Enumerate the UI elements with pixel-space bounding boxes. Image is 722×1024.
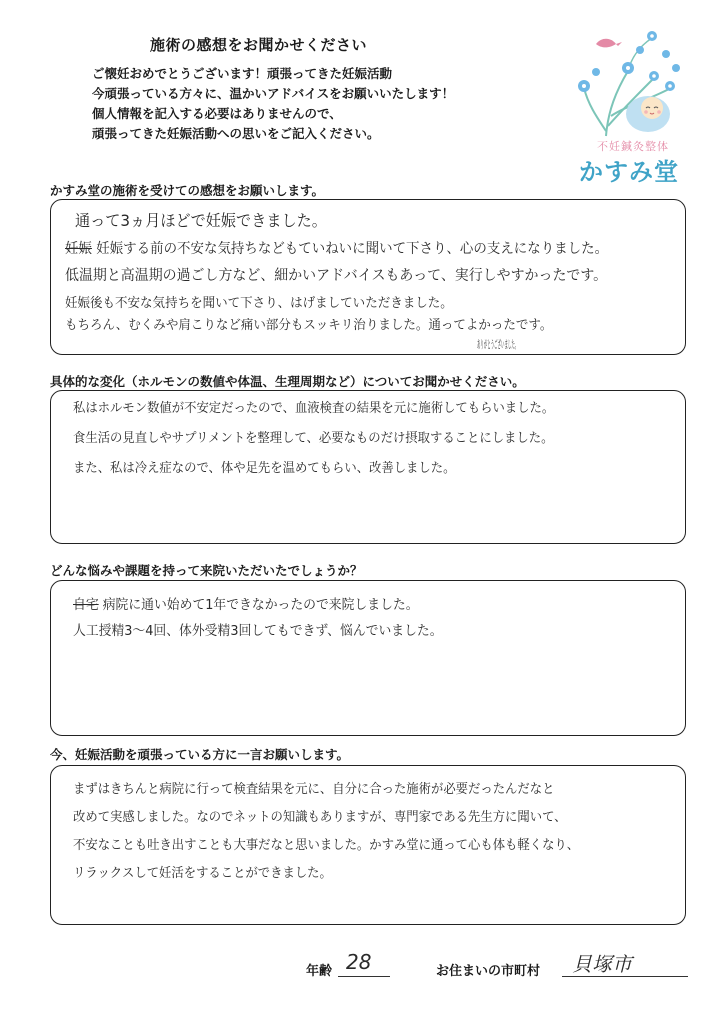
answer-box-2[interactable] (50, 390, 686, 544)
handwritten-line: 人工授精3〜4回、体外受精3回してもできず、悩んでいました。 (73, 623, 443, 639)
city-underline (562, 976, 688, 977)
age-underline (338, 976, 390, 977)
page-title: 施術の感想をお聞かせください (150, 36, 368, 54)
handwritten-line: 食生活の見直しやサプリメントを整理して、必要なものだけ摂取することにしました。 (73, 431, 554, 446)
handwritten-line: 不安なことも吐き出すことも大事だなと思いました。かすみ堂に通って心も体も軽くなり、 (73, 838, 580, 853)
intro-line: ご懐妊おめでとうございます！頑張ってきた妊娠活動 (92, 66, 393, 81)
handwritten-line: 妊娠後も不安な気持ちを聞いて下さり、はげましていただきました。 (65, 296, 453, 311)
handwritten-text: 病院に通い始めて1年できなかったので来院しました。 (102, 597, 419, 613)
age-label: 年齢 (306, 964, 333, 979)
struck-text: 自宅 (73, 597, 99, 613)
city-label: お住まいの市町村 (436, 964, 541, 979)
handwritten-line: 通って3ヵ月ほどで妊娠できました。 (75, 211, 327, 230)
question-3-label: どんな悩みや課題を持って来院いただいたでしょうか？ (50, 563, 363, 578)
question-4-label: 今、妊娠活動を頑張っている方に一言お願いします。 (50, 747, 350, 762)
city-value[interactable]: 貝塚市 (572, 952, 632, 976)
question-2-label: 具体的な変化（ホルモンの数値や体温、生理周期など）についてお聞かせください。 (50, 374, 525, 389)
age-value[interactable]: 28 (346, 950, 372, 974)
handwritten-line: まずはきちんと病院に行って検査結果を元に、自分に合った施術が必要だったんだなと (73, 782, 555, 797)
answer-box-4[interactable] (50, 765, 686, 925)
handwritten-line (65, 238, 675, 258)
intro-text (92, 64, 532, 144)
logo-name: かすみ堂 (579, 158, 679, 186)
answer-box-3[interactable] (50, 580, 686, 736)
handwritten-line: また、私は冷え症なので、体や足先を温めてもらい、改善しました。 (73, 461, 456, 476)
intro-line: 今頑張っている方々に、温かいアドバイスをお願いいたします！ (92, 86, 455, 101)
handwritten-line: 改めて実感しました。なのでネットの知識もありますが、専門家である先生方に聞いて、 (73, 810, 567, 825)
handwritten-line (73, 593, 675, 613)
handwritten-line: リラックスして妊活をすることができました。 (73, 866, 332, 881)
logo-subtitle: 不妊鍼灸整体 (597, 140, 669, 153)
question-1-label: かすみ堂の施術を受けての感想をお願いします。 (50, 183, 325, 198)
struck-text: 妊娠 (65, 241, 92, 257)
intro-line: 頑張ってきた妊娠活動への思いをご記入ください。 (92, 126, 380, 141)
handwritten-line: 私はホルモン数値が不安定だったので、血液検査の結果を元に施術してもらいました。 (73, 401, 555, 416)
answer-box-1[interactable] (50, 199, 686, 355)
handwritten-line: もちろん、むくみや肩こりなど痛い部分もスッキリ治りました。通ってよかったです。 (65, 318, 553, 333)
handwritten-line: ありがとうございました。 (477, 338, 519, 351)
handwritten-text: 妊娠する前の不安な気持ちなどもていねいに聞いて下さり、心の支えになりました。 (96, 241, 609, 257)
handwritten-line: 低温期と高温期の過ごし方など、細かいアドバイスもあって、実行しやすかったです。 (65, 268, 608, 284)
intro-line: 個人情報を記入する必要はありませんので、 (92, 106, 342, 121)
